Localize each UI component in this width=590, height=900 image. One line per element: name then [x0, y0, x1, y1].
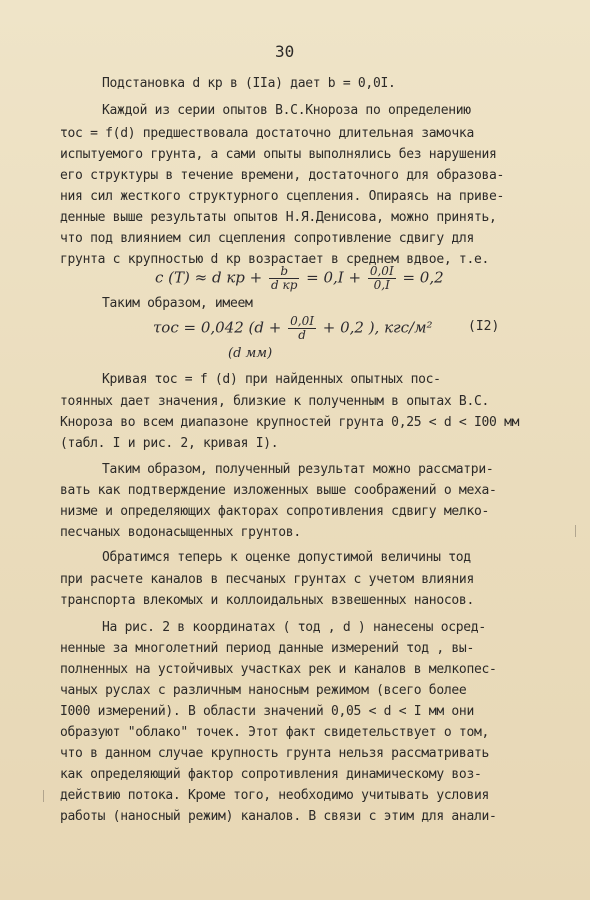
- fraction-denominator: 0,I: [373, 278, 390, 292]
- text-line: Каждой из серии опытов В.С.Кнороза по определению: [102, 103, 471, 118]
- text-line: что под влиянием сил сцепления сопротивление сдвигу для: [60, 231, 474, 246]
- text-line: Обратимся теперь к оценке допустимой величины τод: [102, 550, 471, 565]
- text-line: Подстановка d кр в (IIа) дает b = 0,0I.: [102, 76, 396, 91]
- margin-mark: [43, 790, 44, 802]
- formula-mid: = 0,I +: [306, 268, 362, 287]
- text-line: На рис. 2 в координатах ( τод , d ) нанесены осред-: [102, 620, 486, 635]
- margin-mark: [575, 525, 576, 537]
- fraction-denominator: d кр: [271, 278, 298, 292]
- text-line: вать как подтверждение изложенных выше соображений о меха-: [60, 483, 497, 498]
- text-line: его структуры в течение времени, достаточного для образова-: [60, 168, 505, 183]
- text-line: τос = f(d) предшествовала достаточно длительная замочка: [60, 126, 474, 141]
- text-line: работы (наносный режим) каналов. В связи с этим для анали-: [60, 809, 497, 824]
- text-line: что в данном случае крупность грунта нельзя рассматривать: [60, 746, 490, 761]
- page-number: 30: [275, 42, 295, 61]
- formula-rhs: = 0,2: [402, 268, 444, 287]
- text-line: действию потока. Кроме того, необходимо учитывать условия: [60, 788, 490, 803]
- formula-cohesion: [155, 265, 444, 292]
- text-line: испытуемого грунта, а сами опыты выполнялись без нарушения: [60, 147, 497, 162]
- text-line: при расчете каналов в песчаных грунтах с учетом влияния: [60, 572, 474, 587]
- text-line: (табл. I и рис. 2, кривая I).: [60, 436, 279, 451]
- text-line: Таким образом, полученный результат можно рассматри-: [102, 462, 494, 477]
- fraction-denominator: d: [298, 328, 306, 342]
- text-line: Кривая τос = f (d) при найденных опытных пос-: [102, 372, 441, 387]
- text-line: как определяющий фактор сопротивления динамическому воз-: [60, 767, 482, 782]
- fraction-001-over-01: [368, 265, 396, 292]
- text-line: денные выше результаты опытов Н.Я.Денисова, можно принять,: [60, 210, 497, 225]
- text-line: полненных на устойчивых участках рек и каналов в мелкопес-: [60, 662, 497, 677]
- equation-number: (I2): [468, 319, 500, 334]
- fraction-b-over-dkr: [269, 265, 299, 292]
- text-line: песчаных водонасыщенных грунтов.: [60, 525, 301, 540]
- text-line: образуют "облако" точек. Этот факт свидетельствует о том,: [60, 725, 490, 740]
- formula-units: (d мм): [228, 346, 273, 361]
- text-line: чаных руслах с различным наносным режимом (всего более: [60, 683, 467, 698]
- text-line: Кнороза во всем диапазоне крупностей грунта 0,25 < d < I00 мм: [60, 415, 520, 430]
- text-line: низме и определяющих факторах сопротивления сдвигу мелко-: [60, 504, 490, 519]
- text-line: ния сил жесткого структурного сцепления. Опираясь на приве-: [60, 189, 505, 204]
- fraction-numerator: b: [269, 265, 299, 279]
- formula-lhs: c (T) ≈ d кр +: [155, 268, 263, 287]
- text-line: грунта с крупностью d кр возрастает в среднем вдвое, т.е.: [60, 252, 490, 267]
- formula-lhs: τос = 0,042 (d +: [153, 318, 282, 337]
- text-line: транспорта влекомых и коллоидальных взвешенных наносов.: [60, 593, 474, 608]
- text-line: I000 измерений). В области значений 0,05 < d < I мм они: [60, 704, 474, 719]
- fraction-numerator: 0,0I: [290, 314, 314, 328]
- formula-rhs: + 0,2 ), кгс/м²: [322, 318, 433, 337]
- fraction-001-over-d: [288, 315, 316, 342]
- text-line: тоянных дает значения, близкие к полученным в опытах В.С.: [60, 394, 490, 409]
- fraction-numerator: 0,0I: [369, 264, 394, 278]
- formula-tau: [153, 315, 433, 342]
- text-line: ненные за многолетний период данные измерений τод , вы-: [60, 641, 474, 656]
- text-line: Таким образом, имеем: [102, 296, 253, 311]
